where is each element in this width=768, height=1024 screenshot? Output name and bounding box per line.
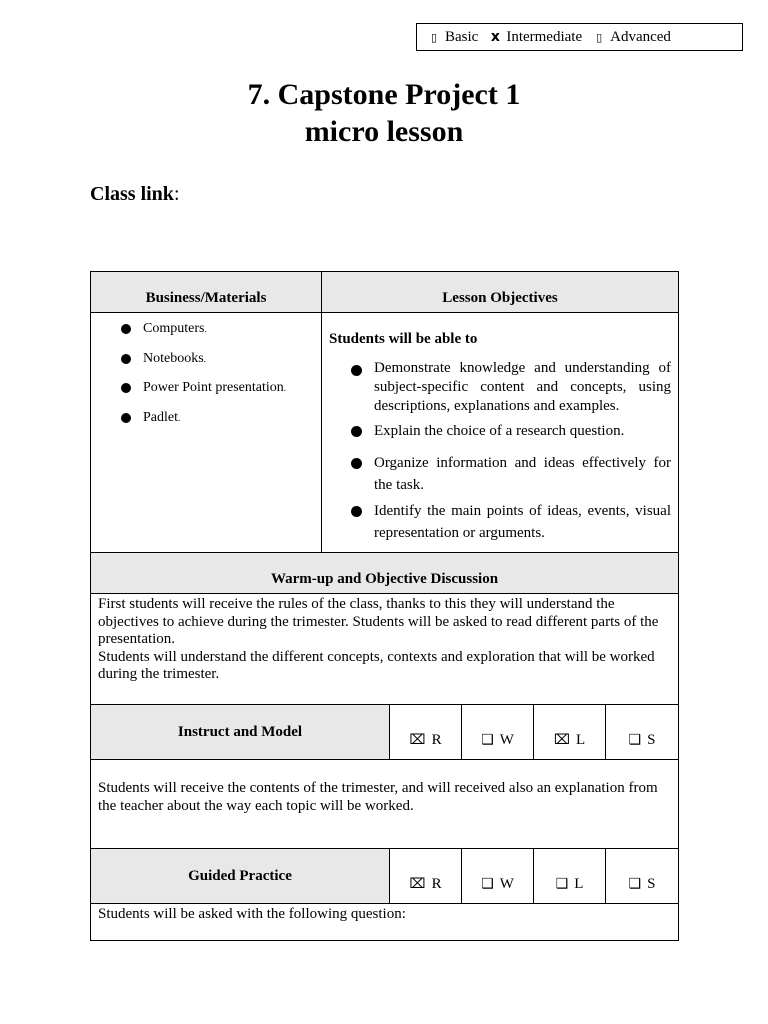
- skill-speaking[interactable]: ❑ S: [606, 849, 679, 904]
- skill-reading[interactable]: ⌧ R: [390, 849, 462, 904]
- objectives-lead: Students will be able to: [329, 331, 478, 347]
- warmup-cell: [91, 594, 679, 705]
- skill-writing[interactable]: ❑ W: [462, 849, 534, 904]
- level-selector: [416, 23, 743, 51]
- skill-listening[interactable]: ❑ L: [534, 849, 606, 904]
- bullet-icon: [121, 413, 131, 423]
- list-item: Notebooks.: [121, 351, 321, 381]
- guided-cell: [91, 904, 679, 941]
- unchecked-box-icon: ❑: [628, 876, 642, 892]
- guided-paragraph: Students will be asked with the following question:: [98, 906, 406, 922]
- level-basic-label: Basic: [445, 28, 479, 45]
- unchecked-box-icon: ❑: [555, 876, 569, 892]
- list-item: Explain the choice of a research question.: [351, 420, 671, 442]
- bullet-icon: [121, 383, 131, 393]
- bullet-icon: [351, 458, 362, 469]
- class-link: [90, 183, 180, 206]
- checked-box-icon: ⌧: [553, 732, 570, 748]
- unchecked-box-icon[interactable]: ▯: [430, 30, 438, 44]
- title-line-2: micro lesson: [304, 115, 464, 148]
- objectives-header: Lesson Objectives: [322, 272, 679, 313]
- list-item: Demonstrate knowledge and understanding of subject-specific content and concepts, using descriptions, explanations and examples.: [351, 359, 671, 416]
- checked-box-icon: ⌧: [409, 876, 426, 892]
- guided-header: Guided Practice: [91, 849, 390, 904]
- checked-x-icon[interactable]: x: [490, 29, 500, 45]
- bullet-icon: [351, 426, 362, 437]
- bullet-icon: [121, 324, 131, 334]
- bullet-icon: [121, 354, 131, 364]
- instruct-cell: [91, 760, 679, 849]
- unchecked-box-icon: ❑: [628, 732, 642, 748]
- list-item: Padlet.: [121, 410, 321, 440]
- unchecked-box-icon: ❑: [481, 732, 494, 748]
- skill-writing[interactable]: ❑ W: [462, 705, 534, 760]
- checked-box-icon: ⌧: [409, 732, 426, 748]
- instruct-header: Instruct and Model: [91, 705, 390, 760]
- list-item: Power Point presentation.: [121, 380, 321, 410]
- list-item: Organize information and ideas effectively for the task.: [351, 452, 671, 496]
- level-advanced-label: Advanced: [610, 28, 671, 45]
- lesson-table: [90, 271, 679, 941]
- materials-cell: [91, 313, 322, 553]
- class-link-colon: :: [173, 183, 180, 205]
- instruct-paragraph: Students will receive the contents of the trimester, and will received also an explanation from the teacher about the way each topic will be worked.: [98, 780, 658, 814]
- list-item: Identify the main points of ideas, events, visual representation or arguments.: [351, 500, 671, 544]
- materials-list: [91, 313, 321, 439]
- skill-reading[interactable]: ⌧ R: [390, 705, 462, 760]
- objectives-cell: [322, 313, 679, 553]
- class-link-label: Class link: [90, 183, 174, 205]
- warmup-header: Warm-up and Objective Discussion: [91, 553, 679, 594]
- warmup-paragraph-2: Students will understand the different concepts, contexts and exploration that will be worked during the trimester.: [98, 648, 655, 682]
- skill-speaking[interactable]: ❑ S: [606, 705, 679, 760]
- skill-listening[interactable]: ⌧ L: [534, 705, 606, 760]
- level-intermediate-label: Intermediate: [506, 28, 583, 45]
- bullet-icon: [351, 365, 362, 376]
- objectives-list: [329, 359, 671, 544]
- page-title: [0, 76, 768, 150]
- unchecked-box-icon: ❑: [481, 876, 494, 892]
- warmup-paragraph-1: First students will receive the rules of the class, thanks to this they will understand the objectives to achieve during the trimester. Students will be asked to read different parts of the presentation.: [98, 596, 659, 647]
- title-line-1: 7. Capstone Project 1: [247, 78, 521, 111]
- bullet-icon: [351, 506, 362, 517]
- unchecked-box-icon[interactable]: ▯: [596, 30, 603, 44]
- materials-header: Business/Materials: [91, 272, 322, 313]
- list-item: Computers.: [121, 321, 321, 351]
